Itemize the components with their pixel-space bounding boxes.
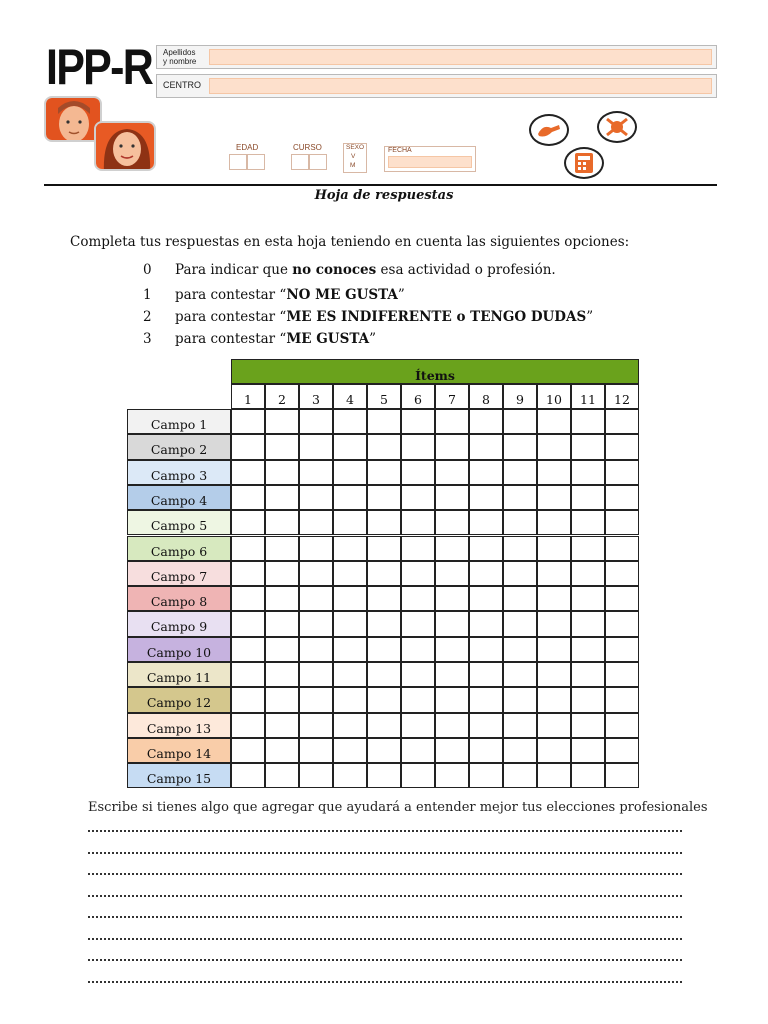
- answer-cell[interactable]: [401, 738, 435, 763]
- answer-cell[interactable]: [367, 637, 401, 662]
- campo-label: Campo 3: [127, 460, 231, 485]
- answer-cell[interactable]: [401, 536, 435, 561]
- page-title: Hoja de respuestas: [314, 188, 454, 203]
- answer-cell[interactable]: [605, 611, 639, 636]
- option-text: para contestar “: [175, 309, 287, 325]
- answer-cell[interactable]: [401, 687, 435, 712]
- answer-cell[interactable]: [265, 434, 299, 459]
- comment-line[interactable]: [88, 852, 682, 854]
- answer-cell[interactable]: [605, 409, 639, 434]
- answer-cell[interactable]: [401, 662, 435, 687]
- answer-cell[interactable]: [231, 434, 265, 459]
- answer-cell[interactable]: [605, 485, 639, 510]
- answer-cell[interactable]: [333, 561, 367, 586]
- answer-cell[interactable]: [435, 434, 469, 459]
- answer-cell[interactable]: [265, 738, 299, 763]
- name-input[interactable]: [209, 49, 712, 65]
- answer-cell[interactable]: [469, 763, 503, 788]
- campo-label: Campo 13: [127, 713, 231, 738]
- answer-cell[interactable]: [299, 510, 333, 535]
- answer-cell[interactable]: [571, 536, 605, 561]
- answer-cell[interactable]: [571, 561, 605, 586]
- answer-cell[interactable]: [367, 434, 401, 459]
- campo-label: Campo 9: [127, 611, 231, 636]
- answer-cell[interactable]: [231, 561, 265, 586]
- answer-cell[interactable]: [571, 637, 605, 662]
- answer-cell[interactable]: [469, 687, 503, 712]
- answer-cell[interactable]: [537, 561, 571, 586]
- answer-cell[interactable]: [503, 510, 537, 535]
- answer-cell[interactable]: [401, 611, 435, 636]
- answer-cell[interactable]: [605, 713, 639, 738]
- answer-cell[interactable]: [265, 510, 299, 535]
- answer-cell[interactable]: [299, 637, 333, 662]
- campo-label: Campo 12: [127, 687, 231, 712]
- activity-icon: [597, 111, 637, 143]
- curso-label: CURSO: [293, 143, 322, 152]
- answer-cell[interactable]: [265, 763, 299, 788]
- answer-cell[interactable]: [333, 586, 367, 611]
- item-column-header: 9: [503, 384, 537, 409]
- campo-label: Campo 5: [127, 510, 231, 535]
- answer-cell[interactable]: [367, 713, 401, 738]
- answer-cell[interactable]: [231, 460, 265, 485]
- item-column-header: 3: [299, 384, 333, 409]
- answer-cell[interactable]: [265, 637, 299, 662]
- answer-cell[interactable]: [367, 687, 401, 712]
- answer-cell[interactable]: [571, 485, 605, 510]
- sexo-option-female[interactable]: M: [350, 162, 356, 169]
- answer-cell[interactable]: [435, 713, 469, 738]
- answer-cell[interactable]: [469, 586, 503, 611]
- answer-cell[interactable]: [503, 687, 537, 712]
- answer-cell[interactable]: [571, 409, 605, 434]
- answer-cell[interactable]: [537, 510, 571, 535]
- sexo-label: SEXO: [346, 144, 365, 151]
- hand-tool-icon: [529, 114, 569, 146]
- option-emphasis: ME ES INDIFERENTE o TENGO DUDAS: [286, 309, 587, 325]
- campo-label: Campo 8: [127, 586, 231, 611]
- campo-label: Campo 10: [127, 637, 231, 662]
- answer-cell[interactable]: [571, 687, 605, 712]
- option-number: 2: [143, 309, 152, 325]
- answer-cell[interactable]: [503, 611, 537, 636]
- answer-cell[interactable]: [435, 485, 469, 510]
- answer-cell[interactable]: [435, 611, 469, 636]
- answer-cell[interactable]: [265, 713, 299, 738]
- answer-cell[interactable]: [537, 409, 571, 434]
- answer-cell[interactable]: [231, 586, 265, 611]
- option-emphasis: no conoces: [292, 262, 377, 278]
- answer-cell[interactable]: [503, 586, 537, 611]
- answer-cell[interactable]: [265, 687, 299, 712]
- item-column-header: 4: [333, 384, 367, 409]
- answer-cell[interactable]: [537, 713, 571, 738]
- answer-cell[interactable]: [333, 460, 367, 485]
- comment-line[interactable]: [88, 895, 682, 897]
- answer-cell[interactable]: [367, 586, 401, 611]
- calculator-icon: [564, 147, 604, 179]
- answer-cell[interactable]: [605, 586, 639, 611]
- answer-cell[interactable]: [537, 536, 571, 561]
- answer-cell[interactable]: [435, 687, 469, 712]
- answer-cell[interactable]: [299, 409, 333, 434]
- answer-cell[interactable]: [367, 561, 401, 586]
- answer-cell[interactable]: [571, 510, 605, 535]
- answer-cell[interactable]: [401, 510, 435, 535]
- option-1: [143, 287, 405, 303]
- answer-cell[interactable]: [469, 637, 503, 662]
- comment-line[interactable]: [88, 916, 682, 918]
- answer-cell[interactable]: [503, 662, 537, 687]
- answer-cell[interactable]: [605, 662, 639, 687]
- item-column-header: 12: [605, 384, 639, 409]
- option-3: [143, 331, 376, 347]
- answer-cell[interactable]: [333, 409, 367, 434]
- campo-label: Campo 1: [127, 409, 231, 434]
- item-column-header: 1: [231, 384, 265, 409]
- answer-cell[interactable]: [503, 536, 537, 561]
- answer-cell[interactable]: [265, 586, 299, 611]
- header-divider: [44, 184, 717, 186]
- answer-cell[interactable]: [299, 763, 333, 788]
- answer-cell[interactable]: [605, 687, 639, 712]
- answer-cell[interactable]: [537, 687, 571, 712]
- option-emphasis: NO ME GUSTA: [286, 287, 398, 303]
- answer-cell[interactable]: [537, 611, 571, 636]
- answer-cell[interactable]: [503, 763, 537, 788]
- answer-cell[interactable]: [231, 763, 265, 788]
- answer-cell[interactable]: [333, 713, 367, 738]
- name-label: [163, 48, 207, 66]
- answer-cell[interactable]: [265, 460, 299, 485]
- answer-cell[interactable]: [401, 434, 435, 459]
- answer-cell[interactable]: [231, 611, 265, 636]
- answer-cell[interactable]: [469, 510, 503, 535]
- answer-cell[interactable]: [401, 637, 435, 662]
- answer-cell[interactable]: [333, 662, 367, 687]
- answer-cell[interactable]: [537, 637, 571, 662]
- comment-line[interactable]: [88, 830, 682, 832]
- campo-label: Campo 6: [127, 536, 231, 561]
- item-column-header: 5: [367, 384, 401, 409]
- answer-cell[interactable]: [367, 409, 401, 434]
- answer-cell[interactable]: [333, 687, 367, 712]
- option-text: ”: [369, 331, 377, 347]
- answer-cell[interactable]: [231, 637, 265, 662]
- answer-cell[interactable]: [265, 561, 299, 586]
- answer-cell[interactable]: [367, 738, 401, 763]
- answer-cell[interactable]: [231, 536, 265, 561]
- answer-cell[interactable]: [469, 460, 503, 485]
- centro-input[interactable]: [209, 78, 712, 94]
- answer-cell[interactable]: [333, 536, 367, 561]
- answer-cell[interactable]: [231, 713, 265, 738]
- answer-cell[interactable]: [537, 662, 571, 687]
- answer-cell[interactable]: [265, 662, 299, 687]
- answer-cell[interactable]: [333, 738, 367, 763]
- answer-cell[interactable]: [231, 409, 265, 434]
- answer-cell[interactable]: [469, 485, 503, 510]
- answer-cell[interactable]: [401, 561, 435, 586]
- answer-cell[interactable]: [435, 536, 469, 561]
- answer-cell[interactable]: [265, 409, 299, 434]
- answer-cell[interactable]: [571, 713, 605, 738]
- curso-box-2[interactable]: [309, 154, 327, 170]
- answer-cell[interactable]: [367, 611, 401, 636]
- option-number: 0: [143, 262, 152, 278]
- answer-cell[interactable]: [469, 561, 503, 586]
- option-text: Para indicar que: [175, 262, 293, 278]
- logo: IPP-R: [46, 39, 153, 95]
- answer-cell[interactable]: [605, 637, 639, 662]
- answer-cell[interactable]: [299, 536, 333, 561]
- answer-cell[interactable]: [401, 485, 435, 510]
- answer-cell[interactable]: [231, 510, 265, 535]
- answer-cell[interactable]: [537, 434, 571, 459]
- answer-cell[interactable]: [265, 611, 299, 636]
- campo-label: Campo 2: [127, 434, 231, 459]
- answer-cell[interactable]: [571, 763, 605, 788]
- answer-cell[interactable]: [231, 662, 265, 687]
- answer-cell[interactable]: [605, 561, 639, 586]
- campo-label: Campo 11: [127, 662, 231, 687]
- option-number: 3: [143, 331, 152, 347]
- answer-cell[interactable]: [367, 460, 401, 485]
- answer-cell[interactable]: [299, 485, 333, 510]
- centro-field: [156, 74, 717, 98]
- answer-cell[interactable]: [333, 485, 367, 510]
- comment-line[interactable]: [88, 938, 682, 940]
- answer-cell[interactable]: [435, 662, 469, 687]
- item-column-header: 6: [401, 384, 435, 409]
- answer-cell[interactable]: [503, 713, 537, 738]
- edad-box-2[interactable]: [247, 154, 265, 170]
- comment-line[interactable]: [88, 981, 682, 983]
- answer-cell[interactable]: [435, 561, 469, 586]
- item-column-header: 8: [469, 384, 503, 409]
- answer-cell[interactable]: [401, 409, 435, 434]
- answer-cell[interactable]: [571, 662, 605, 687]
- centro-label: CENTRO: [163, 80, 201, 90]
- option-number: 1: [143, 287, 152, 303]
- answer-cell[interactable]: [537, 460, 571, 485]
- answer-cell[interactable]: [367, 763, 401, 788]
- answer-cell[interactable]: [605, 434, 639, 459]
- answer-cell[interactable]: [333, 611, 367, 636]
- instructions-intro: Completa tus respuestas en esta hoja teniendo en cuenta las siguientes opciones:: [70, 234, 630, 250]
- edad-box-1[interactable]: [229, 154, 247, 170]
- answer-cell[interactable]: [367, 536, 401, 561]
- item-column-header: 7: [435, 384, 469, 409]
- answer-cell[interactable]: [537, 485, 571, 510]
- edad-label: EDAD: [236, 143, 259, 152]
- answer-cell[interactable]: [435, 763, 469, 788]
- answer-cell[interactable]: [503, 460, 537, 485]
- answer-cell[interactable]: [299, 687, 333, 712]
- answer-cell[interactable]: [537, 763, 571, 788]
- option-text: para contestar “: [175, 287, 287, 303]
- fecha-input[interactable]: [388, 156, 472, 168]
- comments-prompt: Escribe si tienes algo que agregar que ayudará a entender mejor tus elecciones profesionales: [88, 800, 708, 815]
- option-text: esa actividad o profesión.: [376, 262, 556, 278]
- campo-label: Campo 4: [127, 485, 231, 510]
- answer-cell[interactable]: [299, 713, 333, 738]
- answer-cell[interactable]: [503, 738, 537, 763]
- answer-cell[interactable]: [469, 738, 503, 763]
- answer-cell[interactable]: [299, 434, 333, 459]
- answer-cell[interactable]: [367, 510, 401, 535]
- answer-cell[interactable]: [333, 763, 367, 788]
- answer-cell[interactable]: [231, 687, 265, 712]
- answer-cell[interactable]: [571, 460, 605, 485]
- answer-cell[interactable]: [503, 637, 537, 662]
- answer-cell[interactable]: [435, 586, 469, 611]
- answer-cell[interactable]: [435, 409, 469, 434]
- answer-cell[interactable]: [469, 409, 503, 434]
- campo-label: Campo 14: [127, 738, 231, 763]
- answer-cell[interactable]: [605, 536, 639, 561]
- answer-cell[interactable]: [333, 637, 367, 662]
- sexo-option-male[interactable]: V: [351, 153, 356, 160]
- answer-cell[interactable]: [605, 510, 639, 535]
- answer-cell[interactable]: [333, 510, 367, 535]
- answer-cell[interactable]: [537, 738, 571, 763]
- answer-cell[interactable]: [299, 460, 333, 485]
- answer-cell[interactable]: [605, 763, 639, 788]
- campo-label: Campo 7: [127, 561, 231, 586]
- answer-cell[interactable]: [401, 763, 435, 788]
- item-column-header: 10: [537, 384, 571, 409]
- student-photo-girl: [94, 121, 156, 171]
- answer-cell[interactable]: [469, 536, 503, 561]
- option-0: [143, 262, 556, 278]
- answer-cell[interactable]: [571, 434, 605, 459]
- answer-cell[interactable]: [469, 662, 503, 687]
- comment-line[interactable]: [88, 873, 682, 875]
- answer-cell[interactable]: [605, 738, 639, 763]
- name-label-line1: Apellidos: [163, 48, 196, 57]
- option-text: ”: [397, 287, 405, 303]
- item-column-header: 11: [571, 384, 605, 409]
- option-2: [143, 309, 593, 325]
- answer-cell[interactable]: [537, 586, 571, 611]
- answer-cell[interactable]: [435, 637, 469, 662]
- answer-cell[interactable]: [503, 409, 537, 434]
- answer-cell[interactable]: [367, 662, 401, 687]
- answer-cell[interactable]: [469, 611, 503, 636]
- answer-cell[interactable]: [265, 485, 299, 510]
- answer-cell[interactable]: [571, 738, 605, 763]
- option-emphasis: ME GUSTA: [286, 331, 370, 347]
- answer-cell[interactable]: [401, 460, 435, 485]
- answer-cell[interactable]: [299, 611, 333, 636]
- answer-cell[interactable]: [231, 738, 265, 763]
- curso-box-1[interactable]: [291, 154, 309, 170]
- answer-cell[interactable]: [435, 460, 469, 485]
- answer-cell[interactable]: [265, 536, 299, 561]
- answer-cell[interactable]: [333, 434, 367, 459]
- answer-cell[interactable]: [299, 738, 333, 763]
- answer-cell[interactable]: [231, 485, 265, 510]
- answer-cell[interactable]: [367, 485, 401, 510]
- name-field: [156, 45, 717, 69]
- answer-cell[interactable]: [435, 510, 469, 535]
- option-text: para contestar “: [175, 331, 287, 347]
- answer-cell[interactable]: [571, 586, 605, 611]
- item-column-header: 2: [265, 384, 299, 409]
- items-header: Ítems: [231, 359, 639, 384]
- answer-cell[interactable]: [469, 434, 503, 459]
- answer-cell[interactable]: [299, 662, 333, 687]
- campo-label: Campo 15: [127, 763, 231, 788]
- answer-cell[interactable]: [401, 586, 435, 611]
- answer-cell[interactable]: [503, 561, 537, 586]
- answer-cell[interactable]: [469, 713, 503, 738]
- answer-cell[interactable]: [435, 738, 469, 763]
- answer-cell[interactable]: [401, 713, 435, 738]
- answer-cell[interactable]: [299, 561, 333, 586]
- option-text: ”: [586, 309, 594, 325]
- fecha-label: FECHA: [388, 147, 412, 154]
- answer-cell[interactable]: [571, 611, 605, 636]
- answer-cell[interactable]: [605, 460, 639, 485]
- answer-cell[interactable]: [503, 434, 537, 459]
- name-label-line2: y nombre: [163, 57, 197, 66]
- comment-line[interactable]: [88, 959, 682, 961]
- answer-cell[interactable]: [299, 586, 333, 611]
- answer-cell[interactable]: [503, 485, 537, 510]
